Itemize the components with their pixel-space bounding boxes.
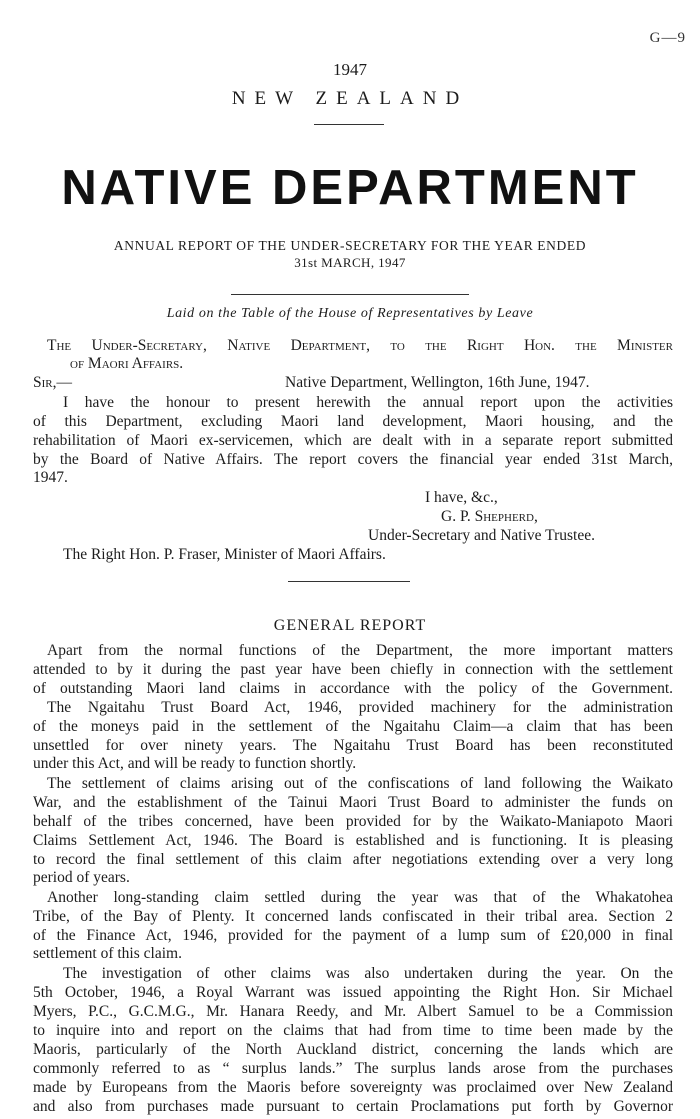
report-line: The settlement of claims arising out of the confiscations of land following the Waikato (47, 775, 673, 792)
letter-signature: G. P. Shepherd, (441, 508, 538, 525)
report-date: 31st MARCH, 1947 (294, 255, 406, 270)
report-line: Myers, P.C., G.C.M.G., Mr. Hanara Reedy, and Mr. Albert Samuel to be a Commission (33, 1003, 673, 1020)
letter-address-line: of Maori Affairs. (70, 355, 184, 372)
report-line: Apart from the normal functions of the Department, the more important matters (47, 642, 673, 659)
report-line: and also from purchases made pursuant to certain Proclamations put forth by Governor (33, 1098, 673, 1115)
letter-body-line: by the Board of Native Affairs. The report covers the financial year ended 31st March, (33, 451, 673, 468)
report-line: to inquire into and report on the claims that had from time to time been made by the (33, 1022, 673, 1039)
letter-body-line: of this Department, excluding Maori land development, Maori housing, and the (33, 413, 673, 430)
letter-address-line: The Under-Secretary, Native Department, to the Right Hon. the Minister (47, 337, 673, 354)
subtitle-divider (231, 294, 469, 295)
report-line: attended to by it during the past year have been chiefly in connection with the settlement (33, 661, 673, 678)
report-line: Claims Settlement Act, 1946. The Board is established and is functioning. It is pleasing (33, 832, 673, 849)
letter-closing: I have, &c., (425, 489, 498, 506)
letter-place-date: Native Department, Wellington, 16th June, 1947. (285, 374, 590, 391)
report-line: of the moneys paid in the settlement of the Ngaitahu Claim—a claim that has been (33, 718, 673, 735)
country-title: NEW ZEALAND (231, 88, 469, 109)
report-line: made by Europeans from the Maoris before sovereignty was proclaimed over New Zealand (33, 1079, 673, 1096)
letter-addressee: The Right Hon. P. Fraser, Minister of Maori Affairs. (63, 546, 386, 563)
report-line: Maoris, particularly of the North Auckland district, concerning the lands which are (33, 1041, 673, 1058)
report-line: of outstanding Maori land claims in accordance with the policy of the Government. (33, 680, 673, 697)
report-line: Another long-standing claim settled during the year was that of the Whakatohea (47, 889, 673, 906)
report-line: The investigation of other claims was also undertaken during the year. On the (63, 965, 673, 982)
report-subtitle: ANNUAL REPORT OF THE UNDER-SECRETARY FOR THE YEAR ENDED (113, 238, 587, 253)
report-line: War, and the establishment of the Tainui Maori Trust Board to administer the funds on (33, 794, 673, 811)
report-line: period of years. (33, 869, 130, 886)
report-line: Tribe, of the Bay of Plenty. It concerned lands confiscated in their tribal area. Section 2 (33, 908, 673, 925)
page-reference: G—9 (649, 30, 686, 46)
letter-salutation: Sir,— (33, 374, 72, 391)
section-heading: GENERAL REPORT (273, 617, 427, 634)
section-divider (288, 581, 410, 582)
letter-signature-title: Under-Secretary and Native Trustee. (368, 527, 595, 544)
report-line: unsettled for over ninety years. The Ngaitahu Trust Board has been reconstituted (33, 737, 673, 754)
report-line: to record the final settlement of this claim after negotiations extending over a very long (33, 851, 673, 868)
letter-body-line: I have the honour to present herewith the annual report upon the activities (63, 394, 673, 411)
letter-body-line: rehabilitation of Maori ex-servicemen, which are dealt with in a separate report submitted (33, 432, 673, 449)
report-line: under this Act, and will be ready to function shortly. (33, 755, 357, 772)
report-line: 5th October, 1946, a Royal Warrant was issued appointing the Right Hon. Sir Michael (33, 984, 673, 1001)
report-line: The Ngaitahu Trust Board Act, 1946, provided machinery for the administration (47, 699, 673, 716)
report-line: commonly referred to as “ surplus lands.” The surplus lands arose from the purchases (33, 1060, 673, 1077)
report-line: behalf of the tribes concerned, have been provided for by the Waikato-Maniapoto Maori (33, 813, 673, 830)
report-line: settlement of this claim. (33, 945, 182, 962)
letter-body-line: 1947. (33, 469, 68, 486)
report-line: of the Finance Act, 1946, provided for the payment of a lump sum of £20,000 in final (33, 927, 673, 944)
department-title: NATIVE DEPARTMENT (61, 161, 639, 215)
laid-on-table-note: Laid on the Table of the House of Representatives by Leave (166, 306, 534, 321)
report-year: 1947 (333, 60, 367, 79)
title-divider (314, 124, 384, 125)
